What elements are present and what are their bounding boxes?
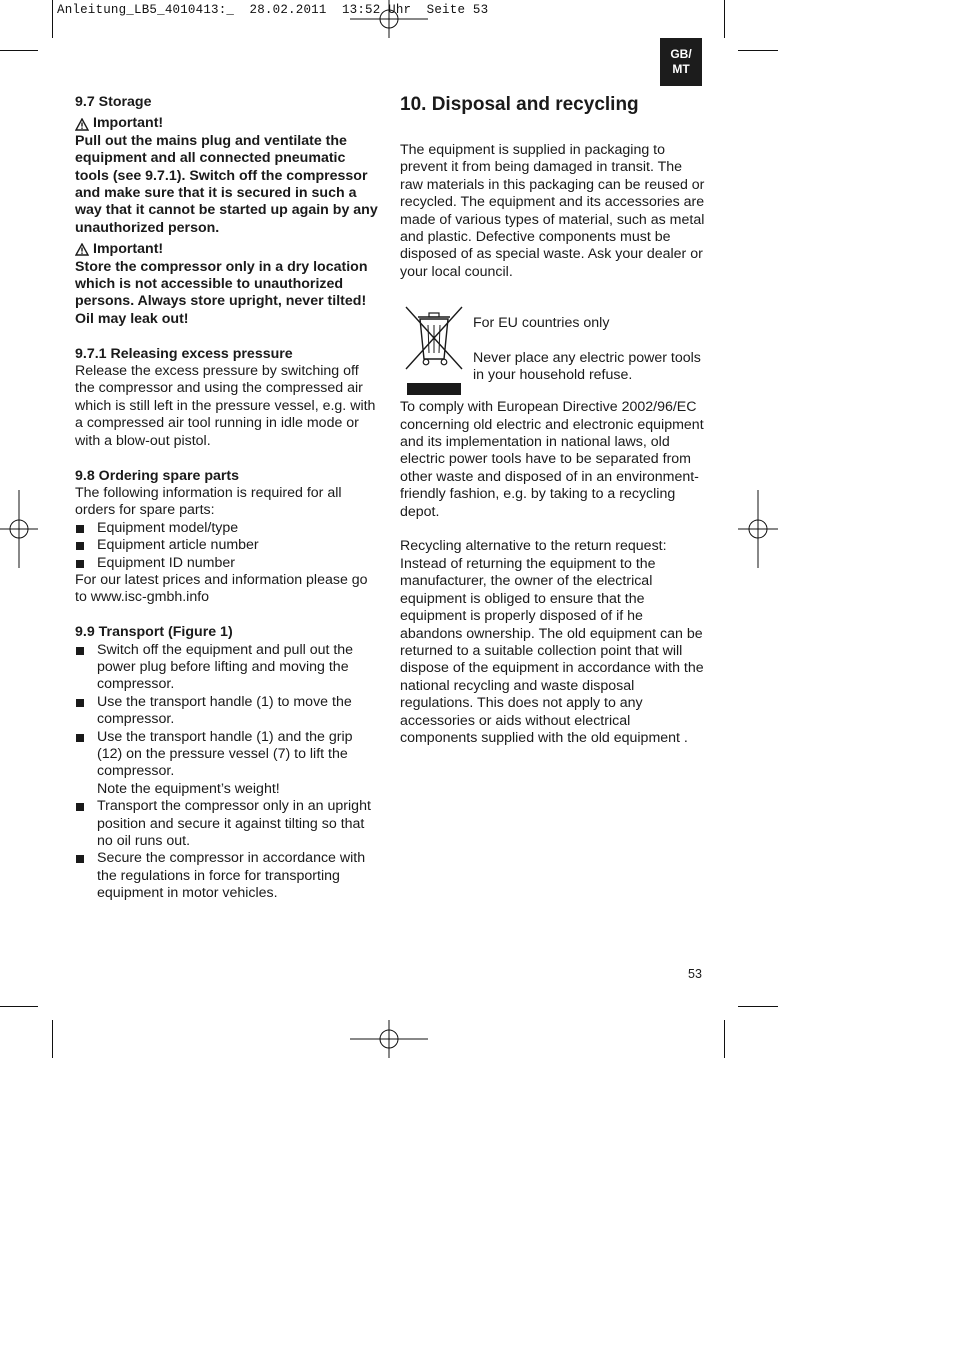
list-item-text: Equipment model/type: [97, 519, 239, 536]
crop-mark: [0, 50, 38, 51]
registration-mark-icon: [0, 490, 38, 568]
list-item-text: Secure the compressor in accordance with the regulations in force for transporting equipment in motor vehicles.: [97, 850, 366, 902]
square-bullet-icon: [76, 699, 84, 707]
square-bullet-icon: [76, 560, 84, 568]
releasing-heading: 9.7.1 Releasing excess pressure: [75, 345, 293, 362]
important-label: Important!: [93, 241, 164, 258]
section-title: 10. Disposal and recycling: [400, 94, 639, 115]
list-item-text: Switch off the equipment and pull out the power plug before lifting and moving the compressor.: [97, 641, 354, 693]
important-line-2: [75, 241, 380, 258]
list-item: [75, 850, 380, 902]
list-item: [75, 520, 380, 537]
spare-parts-intro: The following information is required for all orders for spare parts:: [75, 484, 342, 519]
square-bullet-icon: [76, 542, 84, 550]
registration-mark-icon: [350, 0, 428, 38]
crop-mark: [738, 50, 778, 51]
registration-mark-icon: [738, 490, 778, 568]
warning-triangle-icon: [75, 118, 89, 131]
list-item: [75, 555, 380, 572]
warning-triangle-icon: [75, 243, 89, 256]
square-bullet-icon: [76, 734, 84, 742]
crop-mark: [738, 1006, 778, 1007]
directive-text: To comply with European Directive 2002/96/EC concerning old electric and electronic equipment and its implementation in national laws, old electric power tools have to be separated from other waste and disposed of in an environment-friendly fashion, e.g. by taking to a recycling depot.: [400, 399, 704, 520]
spare-parts-heading: 9.8 Ordering spare parts: [75, 467, 240, 484]
square-bullet-icon: [76, 525, 84, 533]
list-item: [75, 694, 380, 729]
important-label: Important!: [93, 115, 164, 132]
important-text: Pull out the mains plug and ventilate the equipment and all connected pneumatic tools (see 9.7.1). Switch off the compressor and make sure that it is secured in such a way that it cannot be started up again by any unauthorized person.: [75, 132, 378, 236]
language-badge-line2: MT: [672, 62, 690, 76]
right-column: [400, 94, 705, 747]
language-badge-line1: GB/: [670, 47, 692, 61]
weee-notice: [400, 303, 705, 399]
spare-parts-footer: For our latest prices and information please go to www.isc-gmbh.info: [75, 571, 368, 606]
list-item: [75, 729, 380, 799]
crop-mark: [724, 1020, 725, 1058]
list-item-text: Transport the compressor only in an upright position and secure it against tilting so that no oil runs out.: [97, 798, 371, 850]
square-bullet-icon: [76, 647, 84, 655]
important-line-1: [75, 115, 380, 132]
square-bullet-icon: [76, 803, 84, 811]
page-number: 53: [688, 967, 702, 981]
print-header: Anleitung_LB5_4010413:_ 28.02.2011 13:52 Uhr Seite 53: [57, 3, 489, 17]
eu-only-text: For EU countries only: [473, 315, 610, 332]
weee-text: [473, 315, 705, 385]
transport-list: [75, 642, 380, 903]
list-item-text: Use the transport handle (1) and the grip (12) on the pressure vessel (7) to lift the compressor.: [97, 728, 353, 780]
storage-heading: 9.7 Storage: [75, 94, 152, 110]
crop-mark: [724, 0, 725, 38]
list-item-text: Use the transport handle (1) to move the compressor.: [97, 693, 352, 728]
recycling-title: Recycling alternative to the return request:: [400, 538, 667, 555]
important-text: Store the compressor only in a dry location which is not accessible to unauthorized persons. Always store upright, never tilted! Oil may leak out!: [75, 258, 368, 327]
releasing-text: Release the excess pressure by switching off the compressor and using the compressed air which is still left in the pressure vessel, e.g. with a compressed air tool running in idle mode or with a blow-out pistol.: [75, 363, 376, 449]
never-place-text: Never place any electric power tools in your household refuse.: [473, 350, 701, 384]
list-item-text: Equipment article number: [97, 537, 259, 554]
list-item: [75, 642, 380, 694]
crop-mark: [52, 1020, 53, 1058]
left-column: [75, 94, 380, 903]
square-bullet-icon: [76, 855, 84, 863]
crop-mark: [0, 1006, 38, 1007]
crop-mark: [52, 0, 53, 38]
spare-parts-list: [75, 520, 380, 572]
recycling-text: Instead of returning the equipment to the manufacturer, the owner of the electrical equipment is obliged to ensure that the equipment is properly disposed of if he abandons ownership. The old equipment can be returned to a suitable collection point that will dispose of the equipment in accordance with the national recycling and waste disposal regulations. This does not apply to any accessories or aids without electrical components supplied with the old equipment .: [400, 555, 704, 746]
transport-note: Note the equipment’s weight!: [97, 780, 280, 797]
disposal-intro: The equipment is supplied in packaging to prevent it from being damaged in transit. The raw materials in this packaging can be reused or recycled. The equipment and its accessories are made of various types of material, such as metal and plastic. Defective components must be disposed of as special waste. Ask your dealer or your local council.: [400, 142, 705, 280]
list-item-text: Equipment ID number: [97, 554, 236, 571]
list-item: [75, 798, 380, 850]
crossed-out-bin-icon: [402, 303, 466, 397]
registration-mark-icon: [350, 1020, 428, 1058]
transport-heading: 9.9 Transport (Figure 1): [75, 624, 233, 641]
list-item: [75, 537, 380, 554]
language-badge: [660, 38, 702, 86]
